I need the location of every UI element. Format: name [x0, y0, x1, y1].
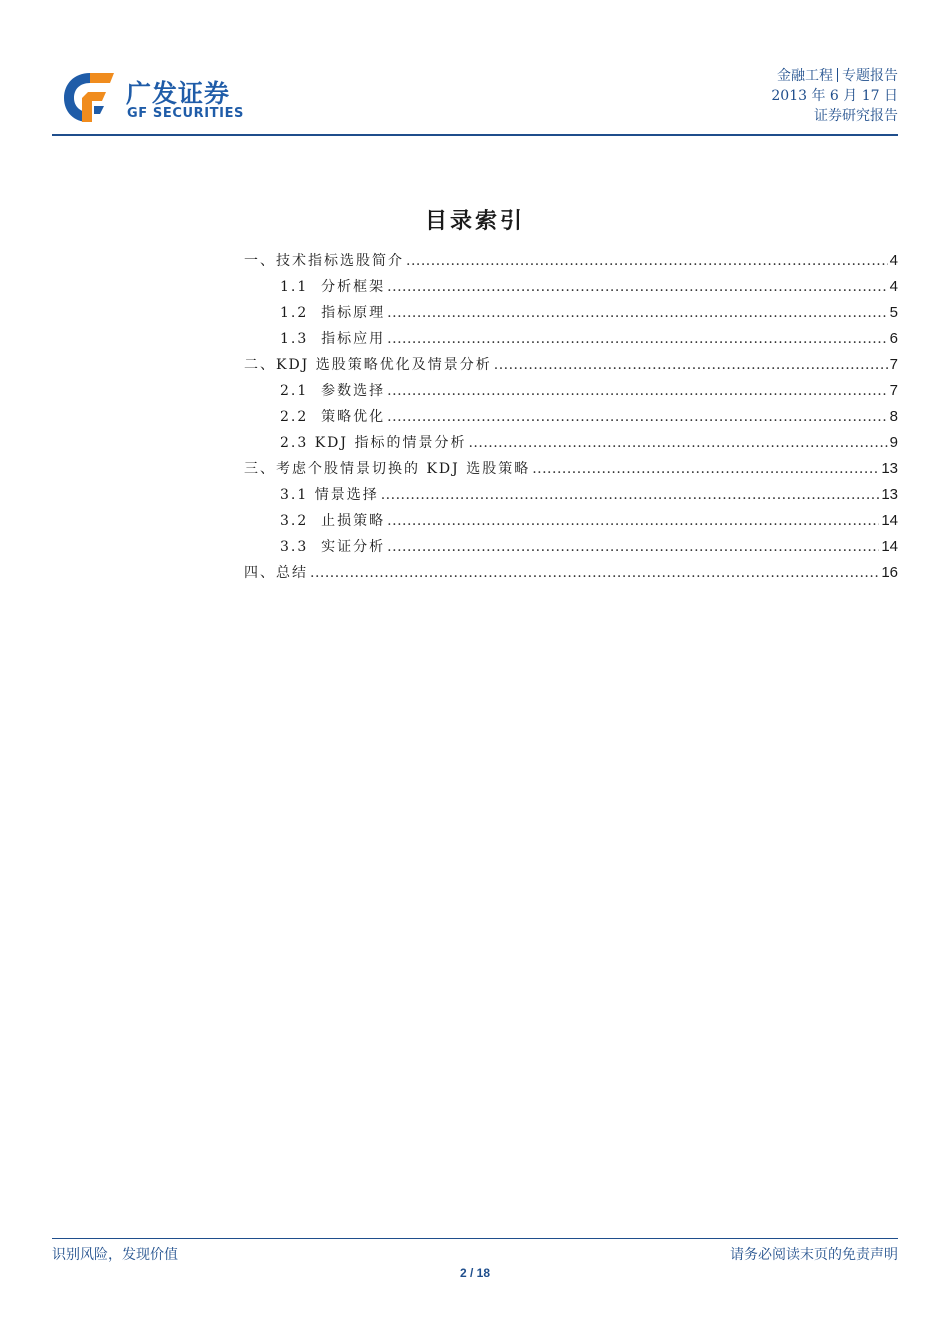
toc-entry-text: 3.1 情景选择: [280, 487, 379, 503]
page-number: 2 / 18: [459, 1266, 491, 1280]
logo-text-en: GF SECURITIES: [127, 106, 245, 121]
toc-page-number: 9: [889, 434, 898, 451]
toc-leader: [468, 435, 887, 451]
footer-divider: [52, 1238, 898, 1239]
toc-entry[interactable]: [244, 354, 898, 380]
toc-entry-text: 1.3 指标应用: [280, 331, 386, 347]
toc-leader: [387, 383, 887, 399]
toc-page-number: 13: [881, 460, 898, 477]
toc-leader: [494, 357, 888, 373]
toc-leader: [381, 487, 880, 503]
toc-page-number: 4: [889, 278, 898, 295]
toc-leader: [310, 565, 879, 581]
toc-entry[interactable]: [244, 432, 898, 458]
toc-entry[interactable]: [244, 536, 898, 562]
gf-logo-icon: [60, 70, 118, 124]
report-info: [771, 66, 898, 126]
toc-entry[interactable]: [244, 562, 898, 588]
toc-entry[interactable]: [244, 276, 898, 302]
report-category: 金融工程: [777, 68, 833, 84]
toc-leader: [387, 331, 887, 347]
header-divider: [52, 134, 898, 136]
toc-entry-text: 2.2 策略优化: [280, 409, 386, 425]
toc-entry-text: 3.3 实证分析: [280, 539, 386, 555]
footer-slogan: 识别风险，发现价值: [52, 1247, 178, 1263]
company-logo: [60, 70, 260, 128]
toc-title: 目录索引: [424, 208, 525, 234]
toc-entry-text: 1.1 分析框架: [280, 279, 386, 295]
report-label: 证券研究报告: [814, 108, 898, 124]
toc-page-number: 13: [881, 486, 898, 503]
report-category-line: [771, 66, 898, 86]
toc-entry-text: 2.3 KDJ 指标的情景分析: [280, 435, 467, 451]
toc-entry[interactable]: [244, 328, 898, 354]
toc-leader: [532, 461, 879, 477]
toc-entry[interactable]: [244, 302, 898, 328]
toc-leader: [387, 305, 887, 321]
toc-entry-text: 1.2 指标原理: [280, 305, 386, 321]
toc-entry[interactable]: [244, 484, 898, 510]
toc-entry[interactable]: [244, 510, 898, 536]
logo-text-cn: 广发证券: [126, 79, 231, 108]
report-date: 2013 年 6 月 17 日: [771, 88, 898, 104]
toc-entry-text: 三、考虑个股情景切换的 KDJ 选股策略: [244, 461, 531, 477]
toc-page-number: 6: [889, 330, 898, 347]
page-header: [52, 60, 898, 134]
toc-entry[interactable]: [244, 458, 898, 484]
separator: [837, 68, 838, 82]
toc-page-number: 14: [881, 538, 898, 555]
toc-page-number: 8: [889, 408, 898, 425]
footer-disclaimer-link: 请务必阅读末页的免责声明: [730, 1247, 898, 1263]
toc-entry-text: 2.1 参数选择: [280, 383, 386, 399]
report-type: 专题报告: [842, 68, 898, 84]
table-of-contents: [244, 250, 898, 588]
toc-entry[interactable]: [244, 380, 898, 406]
toc-page-number: 5: [889, 304, 898, 321]
toc-page-number: 16: [881, 564, 898, 581]
toc-entry-text: 3.2 止损策略: [280, 513, 386, 529]
toc-leader: [387, 513, 879, 529]
toc-page-number: 4: [889, 252, 898, 269]
toc-entry[interactable]: [244, 406, 898, 432]
toc-entry-text: 四、总结: [244, 565, 308, 581]
toc-leader: [406, 253, 888, 269]
toc-leader: [387, 279, 887, 295]
toc-entry[interactable]: [244, 250, 898, 276]
toc-page-number: 7: [889, 356, 898, 373]
toc-entry-text: 一、技术指标选股简介: [244, 253, 404, 269]
toc-leader: [387, 539, 879, 555]
toc-page-number: 14: [881, 512, 898, 529]
toc-page-number: 7: [889, 382, 898, 399]
toc-entry-text: 二、KDJ 选股策略优化及情景分析: [244, 357, 492, 373]
toc-leader: [387, 409, 887, 425]
